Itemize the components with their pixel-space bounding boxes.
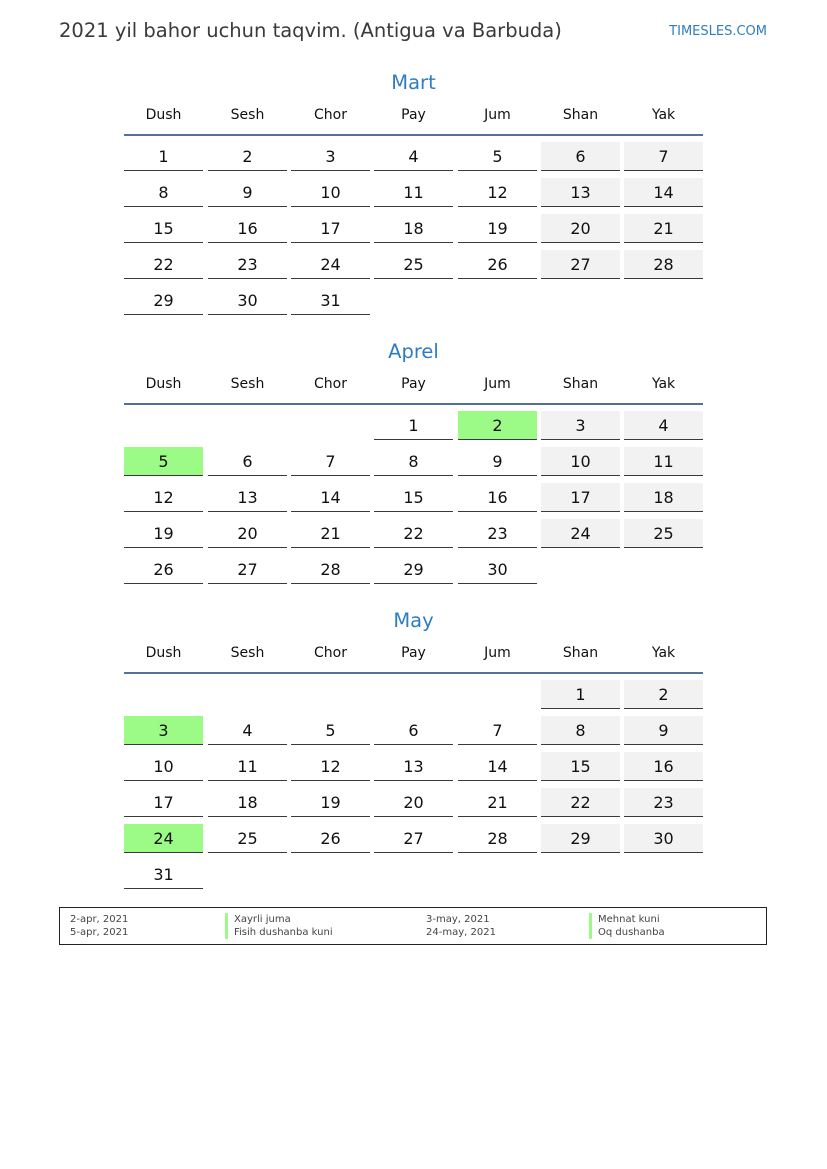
weekday-label: Pay	[401, 645, 426, 661]
weekday-label: Shan	[562, 645, 599, 661]
day-cell: 20	[374, 788, 453, 817]
day-cell: 18	[208, 788, 287, 817]
weekday-label: Chor	[314, 107, 347, 123]
day-cell: 5	[291, 716, 370, 745]
day-cell: 4	[624, 411, 703, 440]
month-aprel	[124, 337, 703, 579]
weekday-label: Jum	[484, 107, 511, 123]
weekday-label: Chor	[314, 645, 347, 661]
day-cell: 10	[124, 752, 203, 781]
day-cell: 6	[541, 142, 620, 171]
day-cell: 28	[291, 555, 370, 584]
day-cell: 9	[624, 716, 703, 745]
day-cell: 22	[374, 519, 453, 548]
day-cell: 6	[208, 447, 287, 476]
day-cell-holiday: 3	[124, 716, 203, 745]
day-cell: 19	[124, 519, 203, 548]
day-cell: 26	[124, 555, 203, 584]
day-cell: 9	[458, 447, 537, 476]
day-cell: 16	[208, 214, 287, 243]
day-cell: 14	[624, 178, 703, 207]
day-cell: 28	[624, 250, 703, 279]
legend-holiday-name: Mehnat kuni	[589, 913, 660, 926]
day-cell: 27	[208, 555, 287, 584]
day-cell: 12	[124, 483, 203, 512]
day-cell: 12	[291, 752, 370, 781]
day-cell: 25	[208, 824, 287, 853]
header-divider	[124, 134, 703, 136]
day-cell: 3	[291, 142, 370, 171]
weekday-label: Jum	[484, 376, 511, 392]
day-cell: 1	[541, 680, 620, 709]
day-cell: 8	[124, 178, 203, 207]
header-divider	[124, 672, 703, 674]
day-cell: 6	[374, 716, 453, 745]
day-cell: 7	[624, 142, 703, 171]
day-cell: 15	[124, 214, 203, 243]
day-cell: 18	[374, 214, 453, 243]
weekday-header	[124, 98, 703, 134]
day-cell: 13	[541, 178, 620, 207]
legend-date: 2-apr, 2021	[70, 914, 129, 925]
legend-holiday-name: Xayrli juma	[225, 913, 291, 926]
day-cell: 16	[624, 752, 703, 781]
day-cell: 17	[541, 483, 620, 512]
day-cell: 7	[291, 447, 370, 476]
day-cell: 10	[541, 447, 620, 476]
day-cell: 2	[208, 142, 287, 171]
day-cell: 4	[374, 142, 453, 171]
day-cell: 16	[458, 483, 537, 512]
day-cell: 21	[291, 519, 370, 548]
day-cell: 26	[458, 250, 537, 279]
day-cell: 21	[458, 788, 537, 817]
legend-holiday-name: Oq dushanba	[589, 926, 665, 939]
day-cell: 1	[124, 142, 203, 171]
day-cell: 22	[124, 250, 203, 279]
weekday-label: Yak	[651, 376, 676, 392]
day-cell: 17	[291, 214, 370, 243]
weekday-label: Jum	[484, 645, 511, 661]
legend-date: 3-may, 2021	[426, 914, 490, 925]
month-title: May	[393, 609, 434, 632]
weekday-label: Yak	[651, 107, 676, 123]
weekday-label: Chor	[314, 376, 347, 392]
weekday-label: Dush	[145, 645, 182, 661]
month-title: Mart	[391, 71, 436, 94]
day-cell: 27	[374, 824, 453, 853]
month-may	[124, 606, 703, 884]
legend-row	[60, 926, 766, 939]
day-cell: 8	[374, 447, 453, 476]
day-cell: 11	[374, 178, 453, 207]
weekday-label: Pay	[401, 107, 426, 123]
day-cell: 26	[291, 824, 370, 853]
month-title: Aprel	[388, 340, 439, 363]
weekday-label: Shan	[562, 376, 599, 392]
day-cell: 13	[208, 483, 287, 512]
day-cell: 19	[458, 214, 537, 243]
day-cell: 9	[208, 178, 287, 207]
day-cell-holiday: 24	[124, 824, 203, 853]
day-cell: 4	[208, 716, 287, 745]
weekday-label: Dush	[145, 376, 182, 392]
day-cell: 11	[208, 752, 287, 781]
day-cell: 7	[458, 716, 537, 745]
day-cell: 15	[374, 483, 453, 512]
day-cell: 29	[124, 286, 203, 315]
day-cell: 20	[541, 214, 620, 243]
day-cell: 30	[624, 824, 703, 853]
day-cell: 23	[458, 519, 537, 548]
legend-row	[60, 913, 766, 926]
day-cell: 30	[458, 555, 537, 584]
day-cell: 11	[624, 447, 703, 476]
day-cell: 29	[541, 824, 620, 853]
day-cell: 3	[541, 411, 620, 440]
day-cell: 22	[541, 788, 620, 817]
day-cell: 10	[291, 178, 370, 207]
page-title: 2021 yil bahor uchun taqvim. (Antigua va Barbuda)	[59, 19, 562, 42]
day-cell-holiday: 5	[124, 447, 203, 476]
day-cell: 28	[458, 824, 537, 853]
day-cell: 31	[291, 286, 370, 315]
day-cell: 19	[291, 788, 370, 817]
weekday-label: Yak	[651, 645, 676, 661]
weekday-label: Sesh	[230, 376, 265, 392]
month-mart	[124, 68, 703, 310]
day-cell: 5	[458, 142, 537, 171]
day-cell: 20	[208, 519, 287, 548]
holiday-legend	[59, 907, 767, 945]
day-cell: 25	[374, 250, 453, 279]
day-cell: 25	[624, 519, 703, 548]
day-cell: 23	[624, 788, 703, 817]
day-cell: 14	[291, 483, 370, 512]
day-cell: 8	[541, 716, 620, 745]
weekday-header	[124, 636, 703, 672]
brand-link[interactable]: TIMESLES.COM	[669, 24, 767, 39]
day-cell: 13	[374, 752, 453, 781]
day-cell: 27	[541, 250, 620, 279]
weekday-label: Sesh	[230, 107, 265, 123]
legend-date: 24-may, 2021	[426, 927, 496, 938]
weekday-header	[124, 367, 703, 403]
weekday-label: Sesh	[230, 645, 265, 661]
day-cell: 17	[124, 788, 203, 817]
weekday-label: Shan	[562, 107, 599, 123]
day-cell-holiday: 2	[458, 411, 537, 440]
day-cell: 1	[374, 411, 453, 440]
day-cell: 31	[124, 860, 203, 889]
day-cell: 14	[458, 752, 537, 781]
day-cell: 15	[541, 752, 620, 781]
weekday-label: Dush	[145, 107, 182, 123]
day-cell: 30	[208, 286, 287, 315]
day-cell: 18	[624, 483, 703, 512]
day-cell: 29	[374, 555, 453, 584]
day-cell: 21	[624, 214, 703, 243]
legend-holiday-name: Fisih dushanba kuni	[225, 926, 333, 939]
header-divider	[124, 403, 703, 405]
day-cell: 24	[541, 519, 620, 548]
day-cell: 23	[208, 250, 287, 279]
day-cell: 12	[458, 178, 537, 207]
day-cell: 2	[624, 680, 703, 709]
weekday-label: Pay	[401, 376, 426, 392]
legend-date: 5-apr, 2021	[70, 927, 129, 938]
day-cell: 24	[291, 250, 370, 279]
